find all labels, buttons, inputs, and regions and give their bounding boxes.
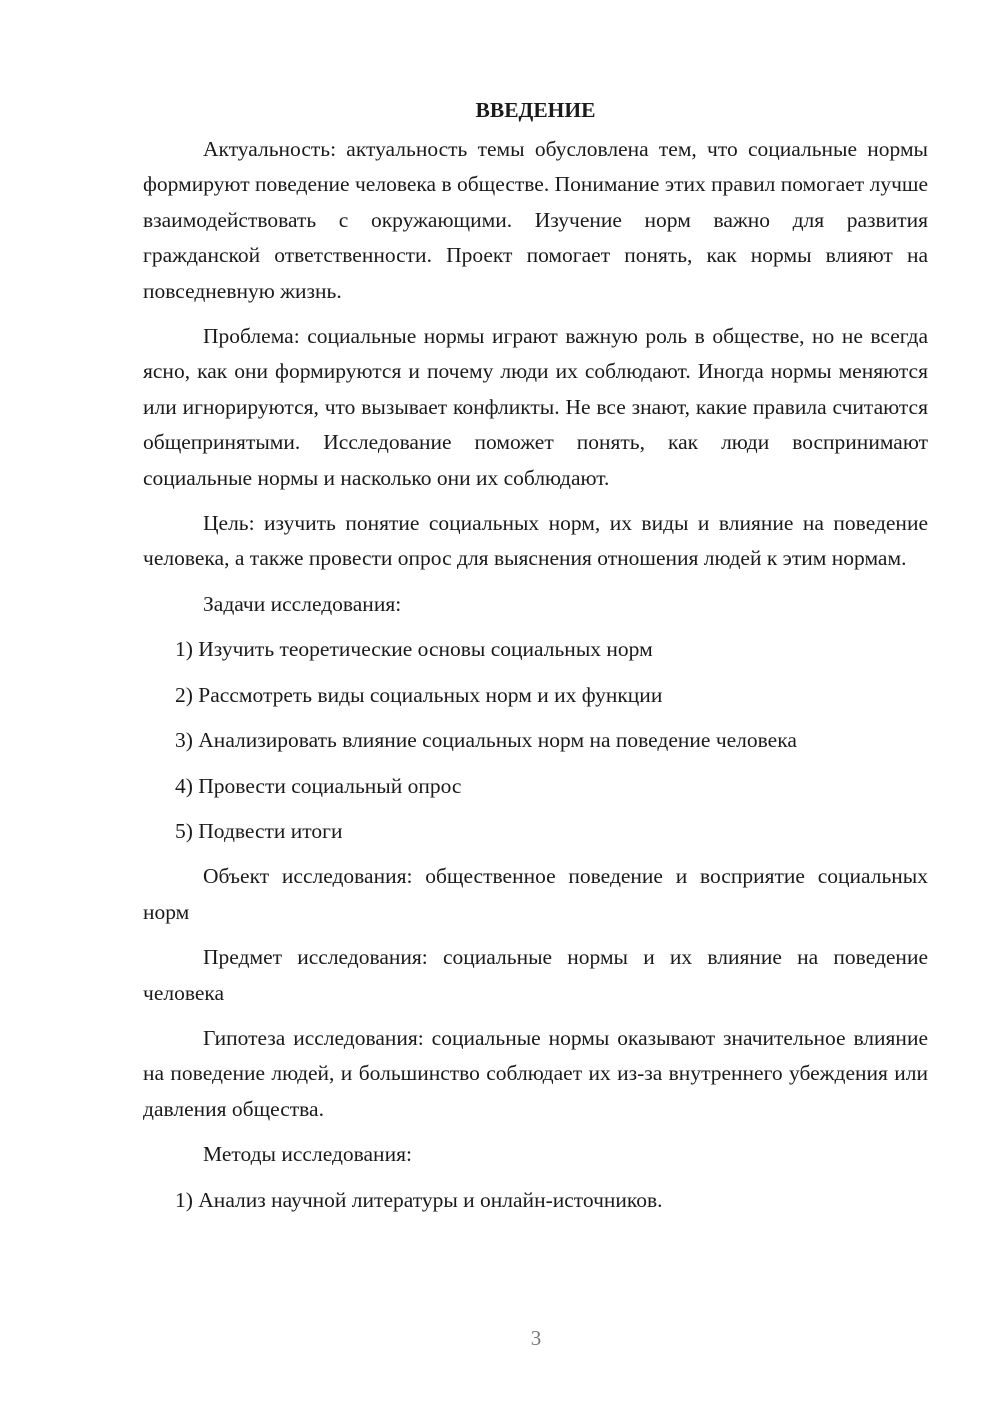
task-item: 3) Анализировать влияние социальных норм на поведение человека <box>175 728 797 753</box>
document-page <box>143 92 928 1228</box>
task-item: 4) Провести социальный опрос <box>175 773 462 798</box>
page-number: 3 <box>530 1326 542 1350</box>
task-item: 2) Рассмотреть виды социальных норм и их функции <box>175 682 663 707</box>
method-item: 1) Анализ научной литературы и онлайн-источников. <box>175 1187 663 1212</box>
goal-paragraph: Цель: изучить понятие социальных норм, их виды и влияние на поведение человека, а также провести опрос для выяснения отношения людей к этим нормам. <box>143 511 928 571</box>
methods-heading: Методы исследования: <box>203 1142 412 1167</box>
subject-paragraph: Предмет исследования: социальные нормы и их влияние на поведение человека <box>143 945 928 1005</box>
tasks-list <box>143 632 928 849</box>
task-item: 1) Изучить теоретические основы социальных норм <box>175 637 653 662</box>
methods-list <box>143 1183 928 1218</box>
page-title: ВВЕДЕНИЕ <box>475 98 596 122</box>
hypothesis-paragraph: Гипотеза исследования: социальные нормы оказывают значительное влияние на поведение людей, и большинство соблюдает их из-за внутреннего убеждения или давления общества. <box>143 1025 928 1121</box>
problem-paragraph: Проблема: социальные нормы играют важную роль в обществе, но не всегда ясно, как они формируются и почему люди их соблюдают. Иногда нормы меняются или игнорируются, что вызывает конфликты. Не все знают, какие правила считаются общепринятыми. Исследование поможет понять, как люди воспринимают социальные нормы и насколько они их соблюдают. <box>143 324 928 490</box>
relevance-paragraph: Актуальность: актуальность темы обусловлена тем, что социальные нормы формируют поведение человека в обществе. Понимание этих правил помогает лучше взаимодействовать с окружающими. Изучение норм важно для развития гражданской ответственности. Проект помогает понять, как нормы влияют на повседневную жизнь. <box>143 137 928 303</box>
task-item: 5) Подвести итоги <box>175 818 343 843</box>
tasks-heading: Задачи исследования: <box>203 591 402 616</box>
object-paragraph: Объект исследования: общественное поведение и восприятие социальных норм <box>143 864 928 924</box>
